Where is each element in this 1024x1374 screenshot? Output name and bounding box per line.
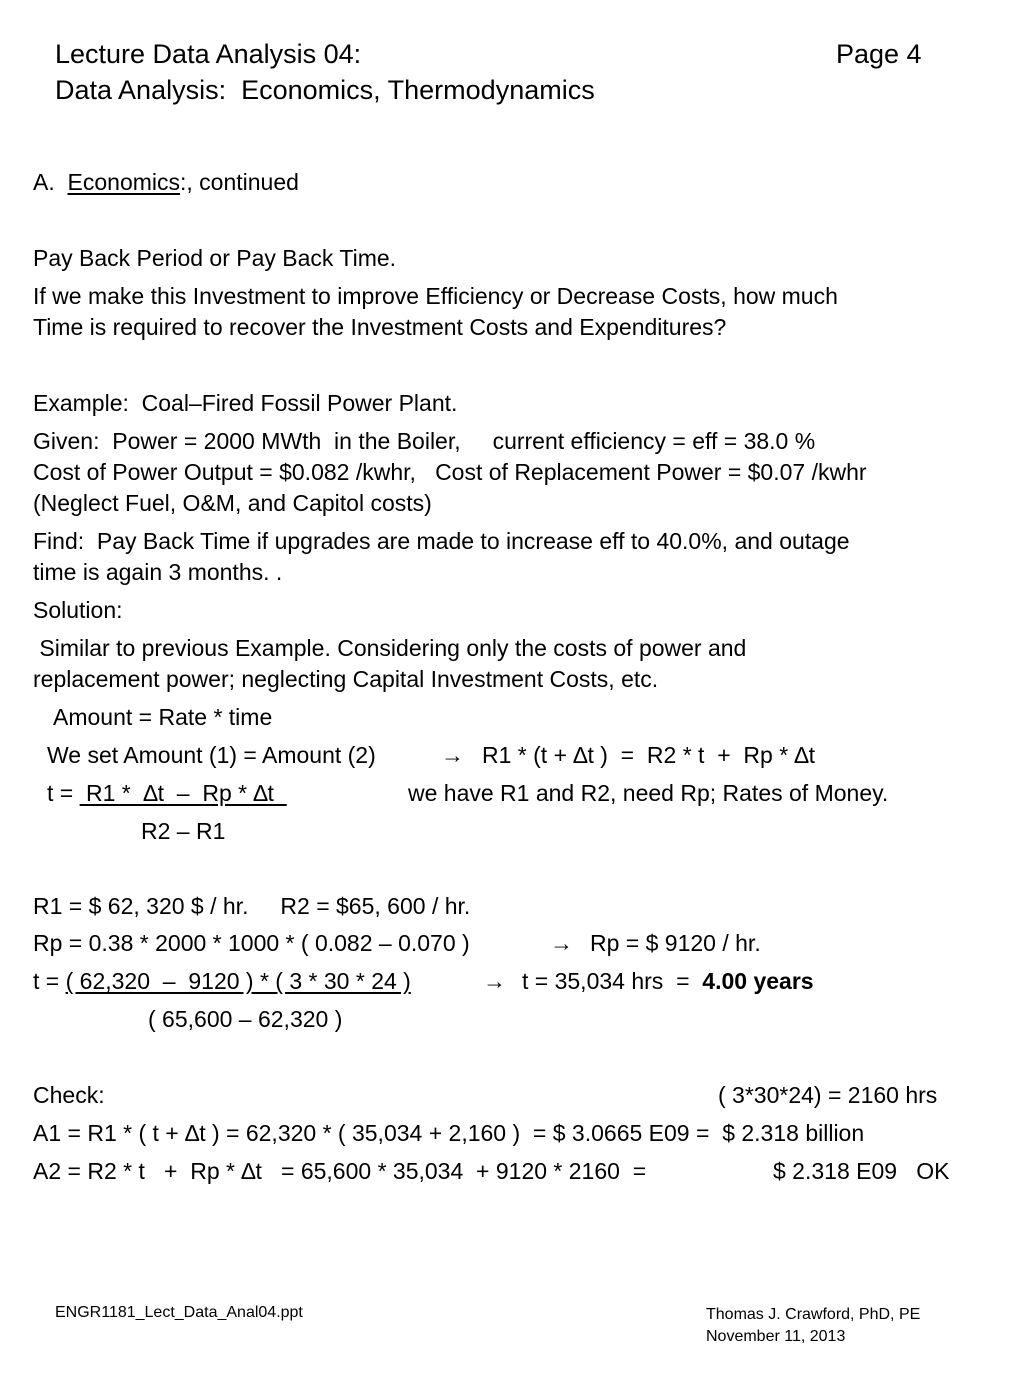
intro-text-line2: Time is required to recover the Investment Costs and Expenditures? <box>33 314 727 340</box>
given-line3: (Neglect Fuel, O&M, and Capitol costs) <box>33 490 432 516</box>
check-outage-hours: ( 3*30*24) = 2160 hrs <box>718 1082 938 1108</box>
t-calc-result-text: t = 35,034 hrs = <box>522 968 703 994</box>
footer-date: November 11, 2013 <box>706 1328 846 1345</box>
t-formula <box>47 782 287 805</box>
solution-label: Solution: <box>33 597 123 623</box>
t-calc-denominator: ( 65,600 – 62,320 ) <box>148 1006 343 1032</box>
find-line2: time is again 3 months. . <box>33 559 283 585</box>
t-calc-numerator: ( 62,320 – 9120 ) * ( 3 * 30 * 24 ) <box>65 968 411 994</box>
arrow-icon: → <box>441 742 464 768</box>
arrow-icon: → <box>483 968 506 994</box>
given-line1: Given: Power = 2000 MWth in the Boiler, current efficiency = eff = 38.0 % <box>33 428 816 454</box>
section-prefix: A. <box>33 169 68 195</box>
amount-formula: Amount = Rate * time <box>53 704 273 730</box>
intro-text-line1: If we make this Investment to improve Efficiency or Decrease Costs, how much <box>33 283 838 309</box>
footer-filename: ENGR1181_Lect_Data_Anal04.ppt <box>55 1304 303 1321</box>
example-title: Example: Coal–Fired Fossil Power Plant. <box>33 390 458 416</box>
section-suffix: :, continued <box>180 169 299 195</box>
t-formula-denominator: R2 – R1 <box>141 818 226 844</box>
set-amount-rhs: R1 * (t + ∆t ) = R2 * t + Rp * ∆t <box>482 742 816 768</box>
section-heading <box>33 171 299 194</box>
check-a1: A1 = R1 * ( t + ∆t ) = 62,320 * ( 35,034 + 2,160 ) = $ 3.0665 E09 = $ 2.318 billion <box>33 1120 865 1146</box>
t-formula-prefix: t = <box>47 780 80 806</box>
section-title: Economics <box>67 169 180 195</box>
check-label: Check: <box>33 1082 105 1108</box>
page-title-line2: Data Analysis: Economics, Thermodynamics <box>55 75 595 105</box>
t-formula-numerator: R1 * ∆t – Rp * ∆t <box>79 780 287 806</box>
r-values: R1 = $ 62, 320 $ / hr. R2 = $65, 600 / hr. <box>33 893 471 919</box>
rp-formula: Rp = 0.38 * 2000 * 1000 * ( 0.082 – 0.070 ) <box>33 930 470 956</box>
t-calc-result-years: 4.00 years <box>702 968 814 994</box>
find-line1: Find: Pay Back Time if upgrades are made to increase eff to 40.0%, and outage <box>33 528 850 554</box>
page-number: Page 4 <box>836 39 922 69</box>
arrow-icon: → <box>550 930 573 956</box>
set-amount-lhs: We set Amount (1) = Amount (2) <box>47 742 376 768</box>
check-a2: A2 = R2 * t + Rp * ∆t = 65,600 * 35,034 + 9120 * 2160 = <box>33 1158 647 1184</box>
t-formula-note: we have R1 and R2, need Rp; Rates of Money. <box>408 780 889 806</box>
given-line2: Cost of Power Output = $0.082 /kwhr, Cost of Replacement Power = $0.07 /kwhr <box>33 459 867 485</box>
solution-line1: Similar to previous Example. Considering only the costs of power and <box>33 635 747 661</box>
t-calc-prefix: t = <box>33 968 66 994</box>
t-calc-result <box>522 970 814 993</box>
check-a2-result: $ 2.318 E09 OK <box>773 1158 950 1184</box>
rp-result: Rp = $ 9120 / hr. <box>590 930 761 956</box>
solution-line2: replacement power; neglecting Capital Investment Costs, etc. <box>33 666 659 692</box>
page-title-line1: Lecture Data Analysis 04: <box>55 39 362 69</box>
t-calc <box>33 970 411 993</box>
intro-heading: Pay Back Period or Pay Back Time. <box>33 245 397 271</box>
footer-author: Thomas J. Crawford, PhD, PE <box>706 1306 921 1323</box>
